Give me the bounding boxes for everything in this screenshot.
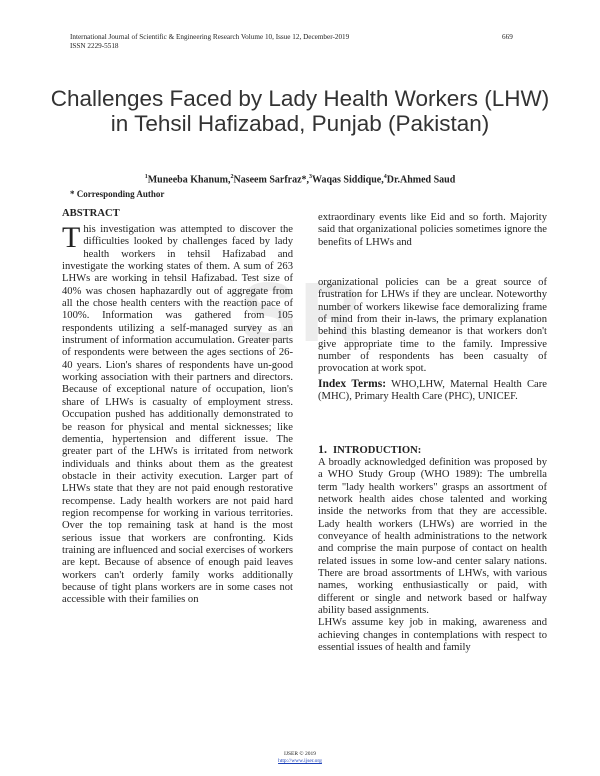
abstract-continuation-top [318, 212, 547, 249]
abstract-continuation-bottom [318, 277, 547, 403]
author-1: Muneeba Khanum, [147, 174, 231, 186]
index-terms [318, 378, 547, 404]
index-terms-label: Index Terms: [318, 377, 387, 390]
page-footer [0, 751, 600, 765]
index-terms-text: WHO,LHW, Maternal Health Care (MHC), Primary Health Care (PHC), UNICEF. [318, 378, 547, 403]
author-2-sup: 2 [230, 174, 234, 180]
footer-link[interactable]: http://www.ijser.org [278, 758, 322, 764]
intro-paragraph-1: A broadly acknowledged definition was proposed by a WHO Study Group (WHO 1989): The umbrella term "lady health workers" grasps an assortment of network health aides chose talented and working inside the networks from that they are accessible. Lady health workers (LHWs) are worried in the conveyance of health administrations to the network and comprise the main purpose of contact on health related issues in some low-and center salary nations. There are broad assortments of LHWs, with various names, working enthusiastically or paid, with different or single and network based or halfway ability based assignments. [318, 457, 547, 617]
author-4: Dr.Ahmed Saud [386, 174, 456, 186]
section-number: 1. [318, 442, 327, 456]
drop-cap: T [62, 221, 81, 254]
intro-paragraph-2: LHWs assume key job in making, awareness and achieving changes in contemplations with respect to essential issues of health and family [318, 617, 547, 654]
author-list [40, 174, 560, 185]
corresponding-author-note: * Corresponding Author [70, 189, 165, 199]
author-4-sup: 4 [383, 174, 387, 180]
journal-line: International Journal of Scientific & Engineering Research Volume 10, Issue 12, December-2019 [70, 33, 350, 41]
running-header [70, 33, 349, 51]
author-2: Naseem Sarfraz*, [233, 174, 310, 186]
issn-line: ISSN 2229-5518 [70, 42, 119, 50]
abstract-cont-2: organizational policies can be a great source of frustration for LHWs if they are unclear. Noteworthy number of workers likewise face demoralizing frame of mind from their in-laws, the primary explanation behind this blasting demeanor is that workers don't give appropriate time to the family. Impressive number of respondents has been casualty of provocation at work spot. [318, 277, 547, 375]
abstract-heading: ABSTRACT [62, 208, 120, 219]
author-3-sup: 3 [309, 174, 313, 180]
abstract-cont-1: extraordinary events like Eid and so forth. Majority said that organizational policies sometimes ignore the benefits of LHWs and [318, 212, 547, 248]
author-3: Waqas Siddique, [312, 174, 384, 186]
abstract-body [62, 221, 293, 607]
introduction-heading [318, 442, 421, 457]
abstract-text: his investigation was attempted to discover the difficulties looked by challenges faced by lady health workers in tehsil Hafizabad and investigate the working states of them. A sum of 263 LHWs are working in tehsil Hafizabad. Test size of 40% was chosen haphazardly out of aggregate from all the chose health centers with the reaction pace of 100%. Information was gathered from 105 respondents utilizing a self-managed survey as an instrument of information accumulation. Greater parts of respondents were between the ages sections of 26-40 years. Lion's shares of respondents have un-good working association with their partners and directors. Because of exceptional nature of occupation, lion's share of LHWs is casualty of employment stress. Occupation pushed has additionally demonstrated to be reason for physical and mental sicknesses; like dementia, hypertension and different issue. The greater part of the LHWs is irritated from network individuals and thinks about them as the greatest obstacle in their activity execution. Larger part of LHWs state that they are not paid enough restorative recompense. Lady health workers are not paid hard region recompense for working in various territories. Over the top remaining task at hand is the most serious issue that workers are confronting. Kids training are influenced and social exercises of workers are kept. Because of absence of enough paid leaves workers can't orderly family works additionally because of tight plans workers are in some cases not accessible with their families on [62, 224, 293, 606]
author-1-sup: 1 [144, 174, 148, 180]
paper-title: Challenges Faced by Lady Health Workers (LHW) in Tehsil Hafizabad, Punjab (Pakistan) [50, 86, 550, 136]
footer-copyright: IJSER © 2019 [284, 751, 316, 757]
page-number: 669 [502, 33, 513, 41]
introduction-body [318, 457, 547, 655]
watermark: SR [240, 265, 365, 359]
section-title: INTRODUCTION: [333, 445, 422, 456]
